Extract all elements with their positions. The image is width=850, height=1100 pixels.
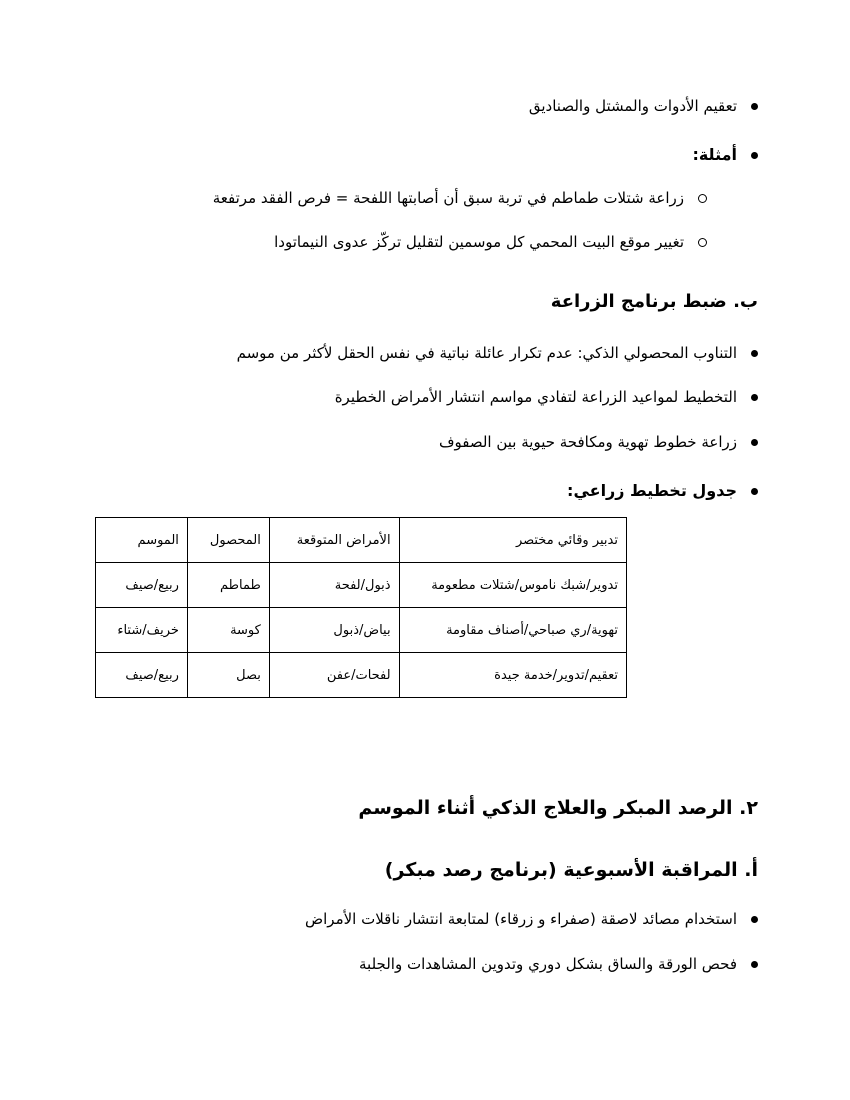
table-cell: طماطم <box>187 563 269 608</box>
section-heading: ٢. الرصد المبكر والعلاج الذكي أثناء الموسم <box>358 797 758 819</box>
section-heading: ب. ضبط برنامج الزراعة <box>550 291 758 312</box>
table-cell: خريف/شتاء <box>96 608 188 653</box>
table-cell: بياض/ذبول <box>269 608 399 653</box>
bullet-item: تعقيم الأدوات والمشتل والصناديق <box>0 97 758 115</box>
table-cell: ربيع/صيف <box>96 653 188 698</box>
table-cell: تدوير/شبك ناموس/شتلات مطعومة <box>399 563 626 608</box>
bullet-item: زراعة خطوط تهوية ومكافحة حيوية بين الصفوف <box>0 433 758 451</box>
crop-planning-table <box>95 517 627 698</box>
table-cell: بصل <box>187 653 269 698</box>
example-item: تغيير موقع البيت المحمي كل موسمين لتقليل تركّز عدوى النيماتودا <box>0 233 707 251</box>
table-header-cell: الموسم <box>96 518 188 563</box>
table-cell: تعقيم/تدوير/خدمة جيدة <box>399 653 626 698</box>
table-row <box>96 563 627 608</box>
table-header-row <box>96 518 627 563</box>
table-header-cell: المحصول <box>187 518 269 563</box>
bullet-item: التخطيط لمواعيد الزراعة لتفادي مواسم انتشار الأمراض الخطيرة <box>0 388 758 406</box>
example-item: زراعة شتلات طماطم في تربة سبق أن أصابتها اللفحة = فرص الفقد مرتفعة <box>0 189 707 207</box>
bullet-item: استخدام مصائد لاصقة (صفراء و زرقاء) لمتابعة انتشار ناقلات الأمراض <box>0 910 758 928</box>
table-cell: ربيع/صيف <box>96 563 188 608</box>
table-row <box>96 608 627 653</box>
table-cell: كوسة <box>187 608 269 653</box>
table-label: جدول تخطيط زراعي: <box>0 481 758 500</box>
table-header-cell: تدبير وقائي مختصر <box>399 518 626 563</box>
table-cell: ذبول/لفحة <box>269 563 399 608</box>
table-cell: تهوية/ري صباحي/أصناف مقاومة <box>399 608 626 653</box>
subsection-heading: أ. المراقبة الأسبوعية (برنامج رصد مبكر) <box>384 859 758 881</box>
bullet-item: فحص الورقة والساق بشكل دوري وتدوين المشاهدات والجلبة <box>0 955 758 973</box>
examples-label: أمثلة: <box>0 145 758 164</box>
table-cell: لفحات/عفن <box>269 653 399 698</box>
bullet-item: التناوب المحصولي الذكي: عدم تكرار عائلة نباتية في نفس الحقل لأكثر من موسم <box>0 344 758 362</box>
table-header-cell: الأمراض المتوقعة <box>269 518 399 563</box>
table-row <box>96 653 627 698</box>
